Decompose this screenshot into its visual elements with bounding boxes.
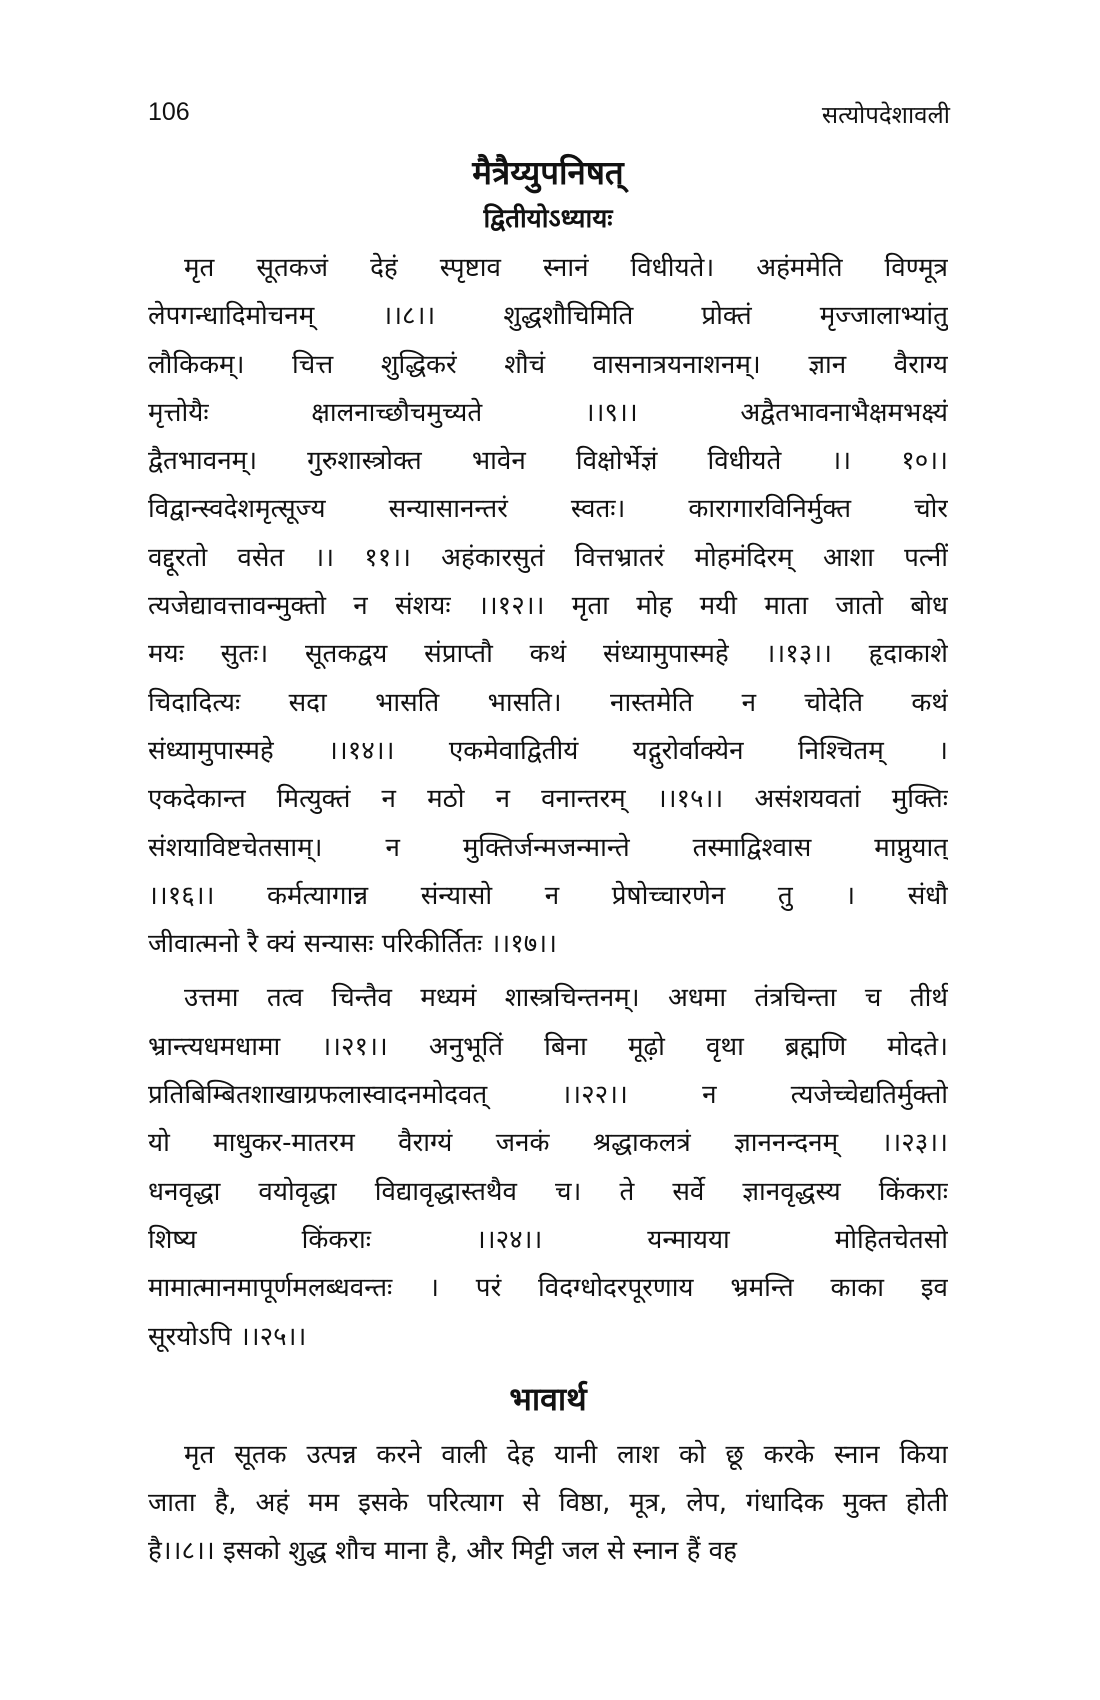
text-line: है।।८।। इसको शुद्ध शौच माना है, और मिट्टी जल से स्नान हैं वह	[148, 1536, 737, 1567]
text-line: द्वैतभावनम्। गुरुशास्त्रोक्त भावेन विक्षोर्भेज्ञं विधीयते ।। १०।।	[148, 446, 948, 477]
text-line: लौकिकम्। चित्त शुद्धिकरं शौचं वासनात्रयनाशनम्। ज्ञान वैराग्य	[148, 349, 948, 380]
text-line: भ्रान्त्यधमधामा ।।२१।। अनुभूतिं बिना मूढ़ो वृथा ब्रह्मणि मोदते।	[148, 1031, 948, 1062]
text-line: जाता है, अहं मम इसके परित्याग से विष्ठा, मूत्र, लेप, गंधादिक मुक्त होती	[148, 1488, 948, 1519]
text-line: यो माधुकर-मातरम वैराग्यं जनकं श्रद्धाकलत्रं ज्ञाननन्दनम् ।।२३।।	[148, 1128, 948, 1159]
section-heading: भावार्थ	[509, 1379, 587, 1418]
text-line: शिष्य किंकराः ।।२४।। यन्मायया मोहितचेतसो	[148, 1224, 948, 1255]
text-line: वद्दूरतो वसेत ।। ११।। अहंकारसुतं वित्तभ्रातरं मोहमंदिरम् आशा पत्नीं	[148, 542, 948, 573]
text-line: संध्यामुपास्महे ।।१४।। एकमेवाद्वितीयं यद्गुरोर्वाक्येन निश्चितम् ।	[148, 735, 948, 766]
text-line: मृत्तोयैः क्षालनाच्छौचमुच्यते ।।९।। अद्वैतभावनाभैक्षमभक्ष्यं	[148, 397, 948, 428]
text-line: धनवृद्धा वयोवृद्धा विद्यावृद्धास्तथैव च। ते सर्वे ज्ञानवृद्धस्य किंकराः	[148, 1176, 948, 1207]
page-body	[148, 148, 948, 1576]
text-line: प्रतिबिम्बितशाखाग्रफलास्वादनमोदवत् ।।२२।। न त्यजेच्चेद्यतिर्मुक्तो	[148, 1080, 948, 1111]
text-line: उत्तमा तत्व चिन्तैव मध्यमं शास्त्रचिन्तनम्। अधमा तंत्रचिन्ता च तीर्थ	[184, 983, 948, 1014]
text-line: एकदेकान्त मित्युक्तं न मठो न वनान्तरम् ।।१५।। असंशयवतां मुक्तिः	[148, 784, 948, 815]
text-line: संशयाविष्टचेतसाम्। न मुक्तिर्जन्मजन्मान्ते तस्माद्विश्वास माप्नुयात्	[148, 832, 948, 863]
text-line: मयः सुतः। सूतकद्वय संप्राप्तौ कथं संध्यामुपास्महे ।।१३।। हृदाकाशे	[148, 639, 948, 670]
chapter-subtitle: द्वितीयोऽध्यायः	[483, 204, 613, 234]
sanskrit-paragraph-2	[148, 974, 948, 1360]
text-line: ।।१६।। कर्मत्यागान्न संन्यासो न प्रेषोच्चारणेन तु । संधौ	[148, 880, 948, 911]
text-line: मामात्मानमापूर्णमलब्धवन्तः । परं विदग्धोदरपूरणाय भ्रमन्ति काका इव	[148, 1273, 948, 1304]
text-line: सूरयोऽपि ।।२५।।	[148, 1321, 307, 1352]
page-number: 106	[148, 98, 190, 126]
text-line: लेपगन्धादिमोचनम् ।।८।। शुद्धशौचिमिति प्रोक्तं मृज्जालाभ्यांतु	[148, 301, 948, 332]
text-line: विद्वान्स्वदेशमृत्सूज्य सन्यासानन्तरं स्वतः। कारागारविनिर्मुक्त चोर	[148, 494, 948, 525]
sanskrit-paragraph-1	[148, 244, 948, 968]
hindi-paragraph	[148, 1431, 948, 1576]
text-line: जीवात्मनो रै क्यं सन्यासः परिकीर्तितः ।।१७।।	[148, 929, 557, 960]
text-line: मृत सूतकजं देहं स्पृष्टाव स्नानं विधीयते। अहंममेति विण्मूत्र	[184, 253, 948, 283]
text-line: त्यजेद्यावत्तावन्मुक्तो न संशयः ।।१२।। मृता मोह मयी माता जातो बोध	[148, 591, 948, 622]
text-line: चिदादित्यः सदा भासति भासति। नास्तमेति न चोदेति कथं	[148, 687, 948, 718]
text-line: मृत सूतक उत्पन्न करने वाली देह यानी लाश को छू करके स्नान किया	[184, 1439, 948, 1470]
running-title: सत्योपदेशावली	[821, 101, 950, 129]
chapter-title: मैत्रैय्युपनिषत्	[472, 153, 624, 192]
